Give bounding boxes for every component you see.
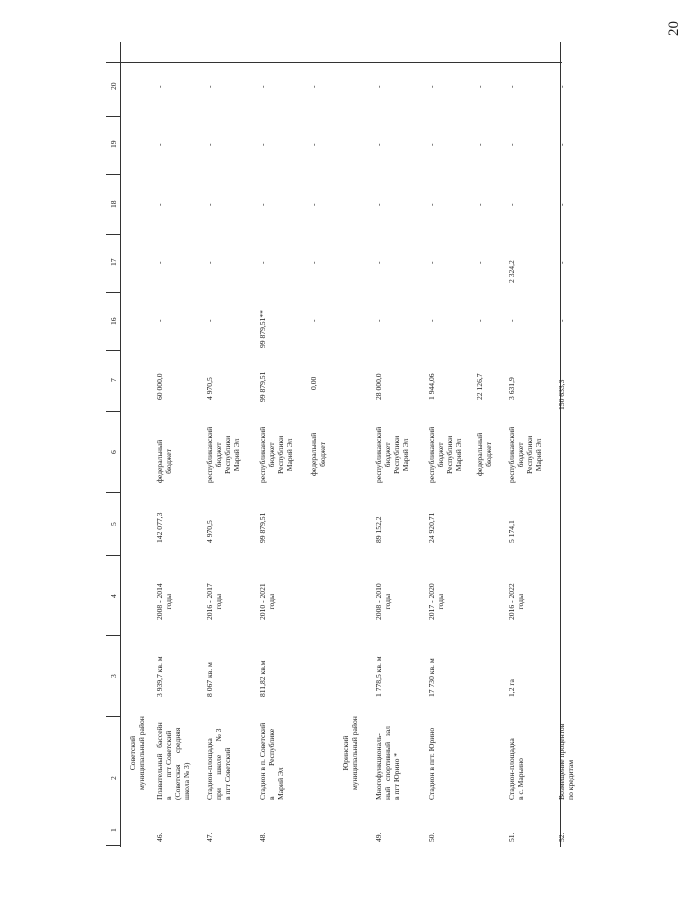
col-divider-2-3 bbox=[106, 716, 120, 717]
value-col-17: 2 324,2 bbox=[507, 260, 516, 283]
capacity: 8 067 кв. м bbox=[205, 662, 214, 697]
funding-amount: 99 879,51 bbox=[258, 371, 267, 402]
section-heading-yurinsky: Юринский муниципальный район bbox=[341, 716, 359, 790]
value-col-20: - bbox=[374, 85, 383, 88]
value-col-16: - bbox=[155, 319, 164, 322]
value-col-18: - bbox=[205, 203, 214, 206]
column-number-20: 20 bbox=[109, 82, 118, 90]
funding-amount: 0,00 bbox=[309, 376, 318, 390]
facility-name: Стадион-площадка в с. Марьино bbox=[507, 738, 525, 800]
construction-years: 2016 - 2017 годы bbox=[205, 583, 223, 620]
facility-name: Возмещение процентов по кредитам bbox=[557, 723, 575, 800]
funding-source: республиканский бюджет Республики Марий Эл bbox=[507, 426, 543, 483]
value-col-19: - bbox=[475, 143, 484, 146]
col-divider-7-16 bbox=[106, 350, 120, 351]
funding-amount: 22 126,7 bbox=[475, 373, 484, 400]
estimated-cost: 142 077,3 bbox=[155, 512, 164, 543]
col-divider-5-6 bbox=[106, 492, 120, 493]
column-number-3: 3 bbox=[109, 674, 118, 678]
capacity: 1,2 га bbox=[507, 679, 516, 697]
capacity: 811,82 кв.м bbox=[258, 660, 267, 697]
facility-name: Стадион в пгт. Юрино bbox=[427, 727, 436, 800]
funding-amount: 3 631,9 bbox=[507, 377, 516, 400]
estimated-cost: 24 920,71 bbox=[427, 512, 436, 543]
value-col-16: - bbox=[427, 319, 436, 322]
capacity: 17 730 кв. м bbox=[427, 658, 436, 697]
facility-name: Многофункциональ- ный спортивный зал в пгт Юрино * bbox=[374, 726, 401, 800]
funding-source: республиканский бюджет Республики Марий Эл bbox=[258, 426, 294, 483]
col-divider-6-7 bbox=[106, 411, 120, 412]
column-number-2: 2 bbox=[109, 776, 118, 780]
column-number-4: 4 bbox=[109, 594, 118, 598]
value-col-20: - bbox=[309, 85, 318, 88]
value-col-18: - bbox=[475, 203, 484, 206]
value-col-16: - bbox=[475, 319, 484, 322]
value-col-16: 99 879,51** bbox=[258, 310, 267, 348]
value-col-18: - bbox=[309, 203, 318, 206]
row-number: 49. bbox=[374, 832, 383, 842]
value-col-19: - bbox=[309, 143, 318, 146]
value-col-17: - bbox=[205, 261, 214, 264]
value-col-20: - bbox=[427, 85, 436, 88]
value-col-16: - bbox=[374, 319, 383, 322]
value-col-18: - bbox=[155, 203, 164, 206]
funding-source: федеральный бюджет bbox=[309, 432, 327, 476]
value-col-16: - bbox=[309, 319, 318, 322]
funding-source: республиканский бюджет Республики Марий Эл bbox=[374, 426, 410, 483]
estimated-cost: 4 970,5 bbox=[205, 520, 214, 543]
col-divider-16-17 bbox=[106, 292, 120, 293]
value-col-20: - bbox=[205, 85, 214, 88]
capacity: 3 939,7 кв. м bbox=[155, 656, 164, 697]
value-col-20: - bbox=[155, 85, 164, 88]
construction-years: 2016 - 2022 годы bbox=[507, 583, 525, 620]
row-number: 52. bbox=[557, 832, 566, 842]
value-col-16: - bbox=[557, 319, 566, 322]
column-number-1: 1 bbox=[109, 828, 118, 832]
construction-years: 2010 - 2021 годы bbox=[258, 583, 276, 620]
value-col-20: - bbox=[557, 85, 566, 88]
estimated-cost: 89 152,2 bbox=[374, 516, 383, 543]
column-number-17: 17 bbox=[109, 258, 118, 266]
construction-years: 2008 - 2014 годы bbox=[155, 583, 173, 620]
facility-name: Стадион-площадка при школе № 3 в пгт Советский bbox=[205, 728, 232, 800]
col-divider-17-18 bbox=[106, 234, 120, 235]
funding-source: республиканский бюджет Республики Марий Эл bbox=[427, 426, 463, 483]
funding-amount: 4 970,5 bbox=[205, 377, 214, 400]
construction-years: 2017 - 2020 годы bbox=[427, 583, 445, 620]
column-number-5: 5 bbox=[109, 522, 118, 526]
facility-name: Плавательный бассейн в пгт Советский (Советская средняя школа № 3) bbox=[155, 722, 191, 800]
value-col-20: - bbox=[475, 85, 484, 88]
funding-amount: 1 944,06 bbox=[427, 373, 436, 400]
value-col-18: - bbox=[557, 203, 566, 206]
funding-source: федеральный бюджет bbox=[155, 439, 173, 483]
value-col-19: - bbox=[155, 143, 164, 146]
construction-years: 2008 - 2010 годы bbox=[374, 583, 392, 620]
value-col-18: - bbox=[374, 203, 383, 206]
col-divider-19-20 bbox=[106, 116, 120, 117]
value-col-19: - bbox=[205, 143, 214, 146]
column-number-7: 7 bbox=[109, 378, 118, 382]
value-col-19: - bbox=[427, 143, 436, 146]
funding-amount: 60 000,0 bbox=[155, 373, 164, 400]
row-number: 47. bbox=[205, 832, 214, 842]
column-number-18: 18 bbox=[109, 200, 118, 208]
header-bottom-border bbox=[106, 845, 120, 846]
value-col-19: - bbox=[557, 143, 566, 146]
row-number: 48. bbox=[258, 832, 267, 842]
row-number: 46. bbox=[155, 832, 164, 842]
funding-source: республиканский бюджет Республики Марий Эл bbox=[205, 426, 241, 483]
value-col-18: - bbox=[427, 203, 436, 206]
value-col-19: - bbox=[258, 143, 267, 146]
page-number: 20 bbox=[666, 21, 682, 36]
value-col-16: - bbox=[507, 319, 516, 322]
column-number-19: 19 bbox=[109, 140, 118, 148]
value-col-19: - bbox=[507, 143, 516, 146]
funding-amount: 150 633,3 bbox=[557, 379, 566, 410]
column-number-16: 16 bbox=[109, 317, 118, 325]
col-divider-4-5 bbox=[106, 555, 120, 556]
header-divider bbox=[120, 42, 121, 847]
col-divider-18-19 bbox=[106, 174, 120, 175]
capacity: 1 778,5 кв. м bbox=[374, 656, 383, 697]
section-heading-sovetsky: Советский муниципальный район bbox=[128, 716, 146, 790]
value-col-17: - bbox=[557, 261, 566, 264]
row-number: 51. bbox=[507, 832, 516, 842]
estimated-cost: 5 174,1 bbox=[507, 520, 516, 543]
value-col-19: - bbox=[374, 143, 383, 146]
facility-name: Стадион в п. Советский в Республике Марий Эл bbox=[258, 722, 285, 800]
value-col-17: - bbox=[309, 261, 318, 264]
value-col-16: - bbox=[205, 319, 214, 322]
value-col-17: - bbox=[258, 261, 267, 264]
estimated-cost: 99 879,51 bbox=[258, 512, 267, 543]
value-col-18: - bbox=[258, 203, 267, 206]
value-col-18: - bbox=[507, 203, 516, 206]
column-number-6: 6 bbox=[109, 450, 118, 454]
row-number: 50. bbox=[427, 832, 436, 842]
value-col-17: - bbox=[374, 261, 383, 264]
funding-amount: 28 000,0 bbox=[374, 373, 383, 400]
value-col-20: - bbox=[507, 85, 516, 88]
table-top-border bbox=[106, 62, 562, 63]
value-col-17: - bbox=[427, 261, 436, 264]
value-col-20: - bbox=[258, 85, 267, 88]
funding-source: федеральный бюджет bbox=[475, 432, 493, 476]
value-col-17: - bbox=[475, 261, 484, 264]
value-col-17: - bbox=[155, 261, 164, 264]
col-divider-3-4 bbox=[106, 635, 120, 636]
